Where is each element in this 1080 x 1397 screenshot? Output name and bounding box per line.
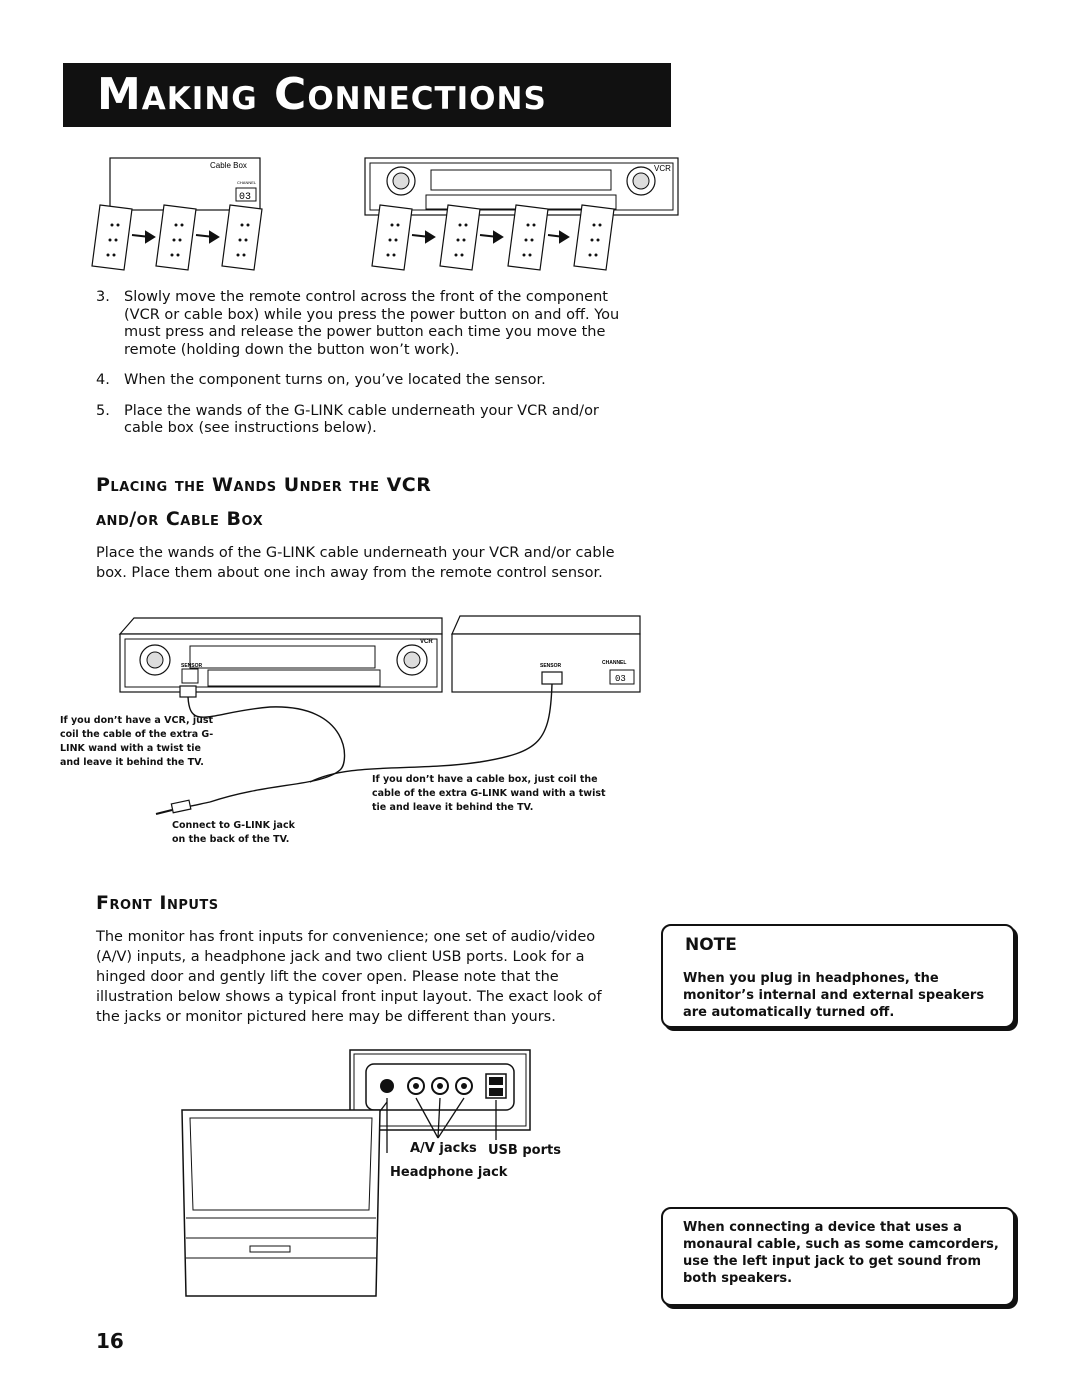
step-text: Place the wands of the G-LINK cable underneath your VCR and/or cable box (see instructions below).	[124, 402, 599, 436]
headphone-jack-icon	[380, 1079, 394, 1093]
header-banner	[63, 63, 671, 127]
box-channel-label: CHANNEL	[602, 660, 627, 666]
top-figure	[88, 155, 688, 275]
cable-box-channel-label: CHANNEL	[237, 180, 257, 185]
wands-heading	[96, 468, 656, 536]
box-channel: 03	[615, 674, 626, 684]
front-inputs-heading: Front Inputs	[96, 892, 219, 914]
caption-no-vcr: If you don’t have a VCR, just coil the cable of the extra G-LINK wand with a twist tie and leave it behind the TV.	[60, 715, 214, 768]
front-inputs-body: The monitor has front inputs for convenience; one set of audio/video (A/V) inputs, a headphone jack and two client USB ports. Look for a hinged door and gently lift the cover open. Please note that the illustration below shows a typical front input layout. The exact look of the jacks or monitor pictured here may be different than yours.	[96, 929, 602, 1025]
cable-box-channel: 03	[239, 192, 252, 203]
step-number: 5.	[96, 402, 110, 419]
wand-left	[180, 686, 196, 697]
note-title: NOTE	[685, 935, 737, 955]
step-item	[96, 403, 636, 438]
step-text: When the component turns on, you’ve located the sensor.	[124, 372, 546, 388]
step-text: Slowly move the remote control across the front of the component (VCR or cable box) while you press the power button on and off. You must press and release the power button each time you move the remote (holding down the button won’t work).	[124, 289, 620, 358]
av-jacks-label: A/V jacks	[410, 1141, 477, 1156]
box-sensor-label: SENSOR	[540, 663, 562, 669]
note-text: When connecting a device that uses a monaural cable, such as some camcorders, use the left input jack to get sound from both speakers.	[683, 1220, 999, 1286]
page-title: Making Connections	[97, 69, 547, 120]
headphone-jack-label: Headphone jack	[390, 1165, 508, 1180]
page-number: 16	[96, 1329, 124, 1353]
remote-group-left	[92, 205, 614, 270]
step-number: 3.	[96, 289, 110, 305]
note-box-monaural	[661, 1207, 1015, 1306]
vcr-label: VCR	[420, 639, 433, 645]
step-item	[96, 372, 636, 390]
remote-sensor-illustration	[88, 155, 688, 275]
wand-right	[542, 672, 562, 684]
arrow-icons	[132, 232, 568, 242]
usb-ports-label: USB ports	[488, 1143, 561, 1158]
note-box-headphones	[661, 924, 1015, 1028]
wands-heading-line1: Placing the Wands Under the VCR	[96, 474, 432, 496]
cable-box-label: Cable Box	[210, 161, 247, 170]
note-text: When you plug in headphones, the monitor’s internal and external speakers are automatically turned off.	[683, 971, 985, 1020]
caption-no-cablebox: If you don’t have a cable box, just coil the cable of the extra G-LINK wand with a twist tie and leave it behind the TV.	[372, 774, 606, 813]
vcr-label: VCR	[654, 164, 671, 173]
wands-heading-line2: and/or Cable Box	[96, 508, 264, 530]
wands-body: Place the wands of the G-LINK cable underneath your VCR and/or cable box. Place them about one inch away from the remote control sensor.	[96, 545, 615, 581]
caption-connect: Connect to G-LINK jack on the back of the TV.	[172, 820, 295, 845]
steps-list	[96, 289, 636, 451]
vcr-sensor-label: SENSOR	[181, 663, 203, 669]
step-number: 4.	[96, 372, 110, 388]
step-item	[96, 289, 636, 359]
g-link-plug-icon	[156, 800, 191, 814]
